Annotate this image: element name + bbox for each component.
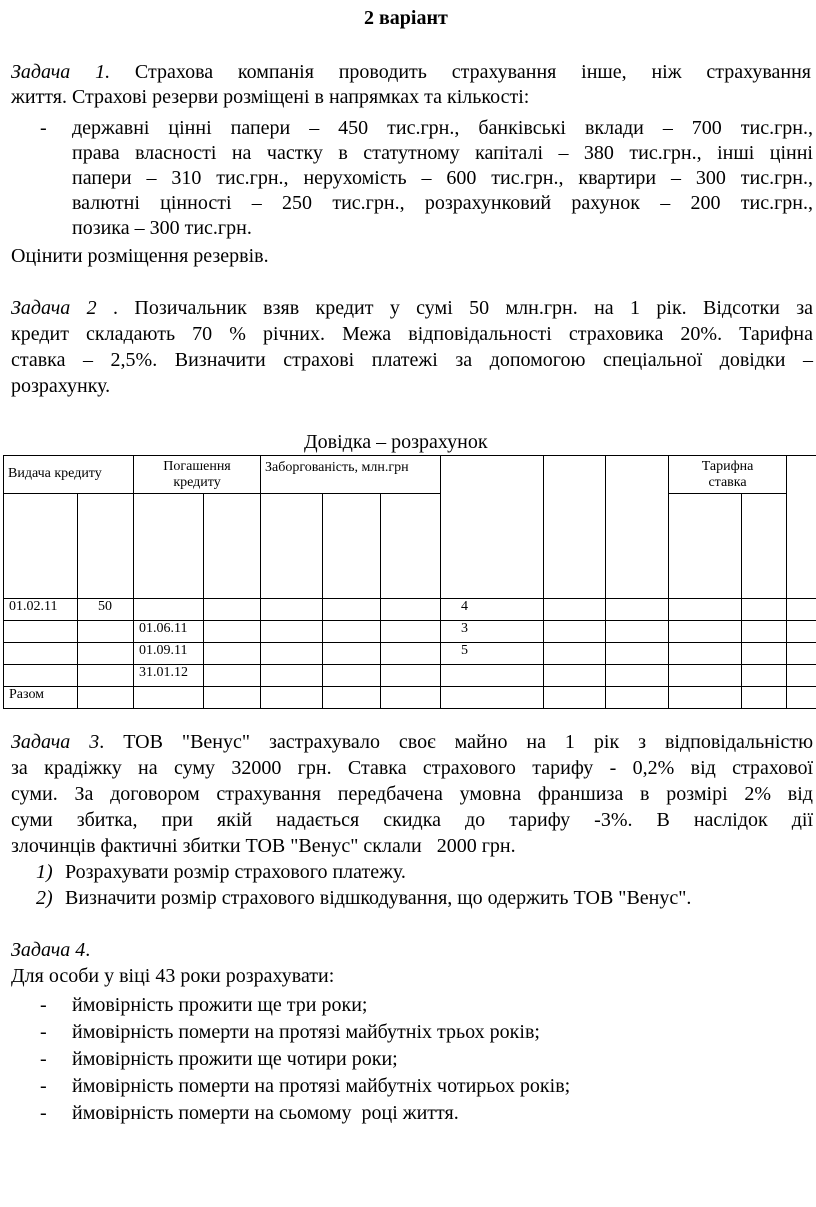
task3-line1	[11, 730, 813, 754]
task4-bullet: -	[40, 1075, 47, 1097]
task2-line4: розрахунку.	[11, 375, 111, 397]
insured-cell	[606, 599, 669, 621]
task3-line5: злочинців фактичні збитки ТОВ "Венус" склали 2000 грн.	[11, 835, 516, 857]
tariff-set-cell	[669, 599, 742, 621]
tariff-set-cell	[669, 665, 742, 687]
task1-line2: життя. Страхові резерви розміщені в напрямках та кількості:	[11, 86, 530, 108]
header-unpaid-sum	[261, 494, 323, 599]
task1-item-line: державні цінні папери – 450 тис.грн., банківські вклади – 700 тис.грн.,	[72, 117, 813, 139]
debt-total-cell	[381, 643, 441, 665]
unpaid-cell	[261, 599, 323, 621]
header-liability-limit	[544, 456, 606, 599]
task1-item-line: папери – 310 тис.грн., нерухомість – 600 тис.грн., квартири – 300 тис.грн.,	[72, 167, 813, 189]
term-cell: 4	[441, 599, 544, 621]
term-cell: 5	[441, 643, 544, 665]
issue-sum-cell	[78, 665, 134, 687]
table-row	[4, 621, 816, 643]
header-tariff-set	[669, 494, 742, 599]
task1-bullet: -	[40, 117, 47, 139]
unpaid-cell	[261, 621, 323, 643]
tariff-set-cell	[669, 621, 742, 643]
task3-question: Визначити розмір страхового відшкодування, що одержить ТОВ "Венус".	[65, 887, 692, 909]
tariff-calc-cell	[742, 621, 787, 643]
tariff-calc-cell	[742, 665, 787, 687]
insured-cell	[606, 687, 669, 709]
header-tariff-rate	[669, 456, 787, 494]
task3-line3: суми. За договором страхування передбачена умовна франшиза в розмірі 2% від	[11, 783, 813, 805]
payments-cell	[787, 599, 816, 621]
usage-cell	[323, 643, 381, 665]
repay-sum-cell	[204, 665, 261, 687]
issue-sum-cell	[78, 621, 134, 643]
table-total-row	[4, 687, 816, 709]
repay-sum-cell	[204, 621, 261, 643]
task2-label: Задача 2	[11, 297, 97, 319]
payments-cell	[787, 665, 816, 687]
task4-bullet: -	[40, 1048, 47, 1070]
debt-total-cell	[381, 687, 441, 709]
repay-sum-cell	[204, 643, 261, 665]
task4-item: ймовірність прожити ще три роки;	[72, 994, 368, 1016]
header-credit-issue: Видача кредиту	[4, 456, 134, 494]
header-tariff-calculated	[742, 494, 787, 599]
payments-cell	[787, 621, 816, 643]
header-insured-sum	[606, 456, 669, 599]
issue-sum-cell	[78, 643, 134, 665]
repay-sum-cell	[204, 599, 261, 621]
task3-label: Задача 3	[11, 731, 100, 753]
issue-sum-cell: 50	[78, 599, 134, 621]
header-debt-total	[381, 494, 441, 599]
task3-line2: за крадіжку на суму 32000 грн. Ставка страхового тарифу - 0,2% від страхової	[11, 757, 813, 779]
tariff-calc-cell	[742, 643, 787, 665]
table-row	[4, 643, 816, 665]
task4-bullet: -	[40, 994, 47, 1016]
calculation-table	[3, 455, 816, 709]
header-repay-sum	[204, 494, 261, 599]
limit-cell	[544, 621, 606, 643]
header-text: ставка	[708, 475, 747, 490]
task1-question: Оцінити розміщення резервів.	[11, 245, 269, 267]
limit-cell	[544, 665, 606, 687]
limit-cell	[544, 687, 606, 709]
usage-cell	[323, 599, 381, 621]
repay-date-cell	[134, 687, 204, 709]
header-text: кредиту	[173, 475, 221, 490]
header-repay-date	[134, 494, 204, 599]
term-cell: 3	[441, 621, 544, 643]
task4-label: Задача 4	[11, 939, 86, 961]
task4-heading	[11, 938, 90, 962]
unpaid-cell	[261, 665, 323, 687]
task4-bullet: -	[40, 1102, 47, 1124]
repay-date-cell	[134, 599, 204, 621]
table-row	[4, 599, 816, 621]
header-credit-repayment	[134, 456, 261, 494]
unpaid-cell	[261, 687, 323, 709]
task4-item: ймовірність померти на протязі майбутніх трьох років;	[72, 1021, 540, 1043]
task3-question: Розрахувати розмір страхового платежу.	[65, 861, 406, 883]
limit-cell	[544, 599, 606, 621]
repay-date-cell: 01.06.11	[134, 621, 204, 643]
task1-item-line: права власності на частку в статутному капіталі – 380 тис.грн., інші цінні	[72, 142, 813, 164]
header-text: Тарифна	[701, 459, 754, 474]
task4-intro: Для особи у віці 43 роки розрахувати:	[11, 965, 335, 987]
task2-text: . Позичальник взяв кредит у сумі 50 млн.грн. на 1 рік. Відсотки за	[113, 297, 814, 319]
task4-label-dot: .	[85, 939, 91, 961]
table-caption: Довідка – розрахунок	[304, 431, 488, 453]
unpaid-cell	[261, 643, 323, 665]
header-debt: Заборгованість, млн.грн	[261, 456, 441, 494]
header-issue-sum	[78, 494, 134, 599]
tariff-calc-cell	[742, 599, 787, 621]
debt-total-cell	[381, 599, 441, 621]
payments-cell	[787, 643, 816, 665]
task3-question-number: 2)	[36, 887, 53, 909]
usage-cell	[323, 687, 381, 709]
task4-bullet: -	[40, 1021, 47, 1043]
issue-date-cell	[4, 621, 78, 643]
page-title: 2 варіант	[364, 7, 448, 29]
debt-total-cell	[381, 621, 441, 643]
task3-question-number: 1)	[36, 861, 53, 883]
header-issue-date	[4, 494, 78, 599]
tariff-set-cell	[669, 687, 742, 709]
repay-sum-cell	[204, 687, 261, 709]
task2-line3: ставка – 2,5%. Визначити страхові платежі за допомогою спеціальної довідки –	[11, 349, 813, 371]
table-row	[4, 665, 816, 687]
task4-item: ймовірність прожити ще чотири роки;	[72, 1048, 398, 1070]
header-usage-sum	[323, 494, 381, 599]
task3-text: . ТОВ "Венус" застрахувало своє майно на 1 рік з відповідальністю	[99, 731, 814, 753]
repay-date-cell: 31.01.12	[134, 665, 204, 687]
insured-cell	[606, 621, 669, 643]
task4-item: ймовірність померти на сьомому році життя.	[72, 1102, 459, 1124]
term-cell	[441, 665, 544, 687]
repay-date-cell: 01.09.11	[134, 643, 204, 665]
issue-date-cell	[4, 643, 78, 665]
task1-item-line: позика – 300 тис.грн.	[72, 217, 252, 239]
task1-label: Задача 1.	[11, 61, 111, 83]
header-term	[441, 456, 544, 599]
task2-line1	[11, 296, 813, 320]
issue-sum-cell	[78, 687, 134, 709]
issue-date-cell: 01.02.11	[4, 599, 78, 621]
task1-item-line: валютні цінності – 250 тис.грн., розрахунковий рахунок – 200 тис.грн.,	[72, 192, 813, 214]
usage-cell	[323, 621, 381, 643]
task3-line4: суми збитка, при якій надається скидка до тарифу -3%. В наслідок дії	[11, 809, 813, 831]
header-insurance-payments	[787, 456, 816, 599]
tariff-calc-cell	[742, 687, 787, 709]
task2-line2: кредит складають 70 % річних. Межа відповідальності страховика 20%. Тарифна	[11, 323, 813, 345]
tariff-set-cell	[669, 643, 742, 665]
term-cell	[441, 687, 544, 709]
usage-cell	[323, 665, 381, 687]
header-text: Погашення	[163, 459, 231, 474]
insured-cell	[606, 643, 669, 665]
issue-date-cell	[4, 665, 78, 687]
limit-cell	[544, 643, 606, 665]
payments-cell	[787, 687, 816, 709]
task1-text: Страхова компанія проводить страхування інше, ніж страхування	[134, 61, 811, 83]
task4-item: ймовірність померти на протязі майбутніх чотирьох років;	[72, 1075, 571, 1097]
task1-line1	[11, 60, 811, 84]
total-label-cell: Разом	[4, 687, 78, 709]
insured-cell	[606, 665, 669, 687]
debt-total-cell	[381, 665, 441, 687]
